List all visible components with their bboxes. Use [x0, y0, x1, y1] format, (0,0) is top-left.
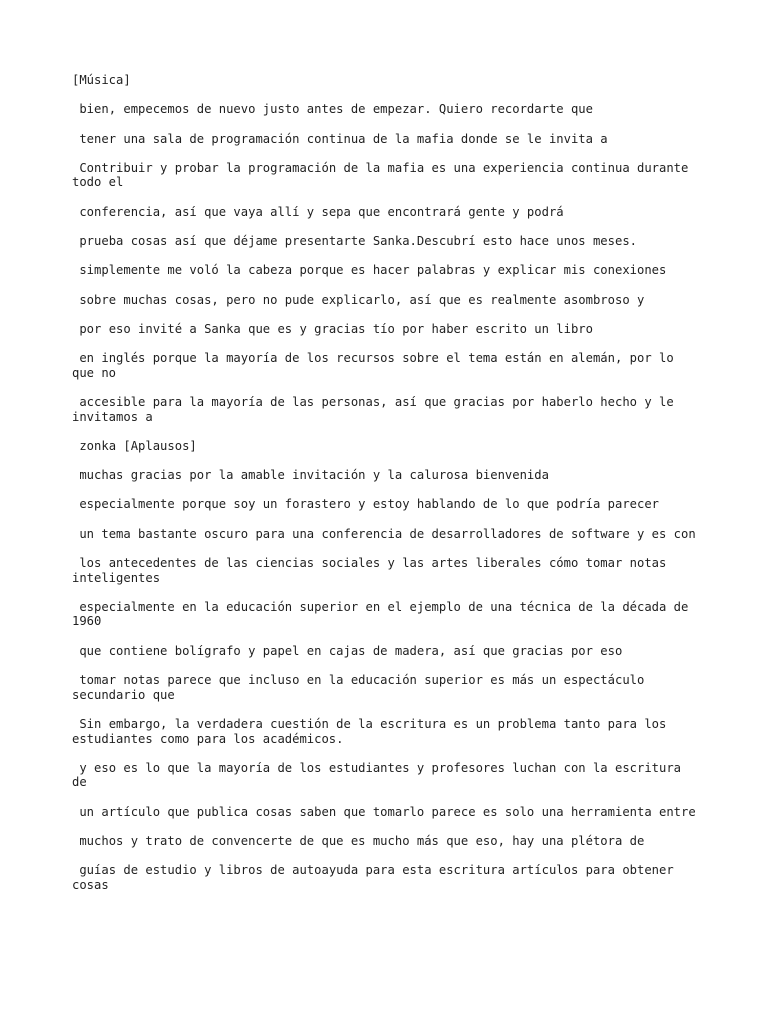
transcript-paragraph: bien, empecemos de nuevo justo antes de empezar. Quiero recordarte que: [72, 102, 593, 117]
transcript-paragraph: guías de estudio y libros de autoayuda para esta escritura artículos para obtener cosas: [72, 863, 682, 892]
transcript-paragraph: tener una sala de programación continua de la mafia donde se le invita a: [72, 131, 608, 146]
transcript-paragraph: en inglés porque la mayoría de los recursos sobre el tema están en alemán, por lo que no: [72, 351, 682, 380]
transcript-paragraph: los antecedentes de las ciencias sociales y las artes liberales cómo tomar notas inteligentes: [72, 556, 674, 585]
transcript-paragraph: Sin embargo, la verdadera cuestión de la escritura es un problema tanto para los estudiantes como para los académicos.: [72, 716, 674, 746]
transcript-paragraph: [Música]: [72, 73, 131, 87]
transcript-paragraph: tomar notas parece que incluso en la educación superior es más un espectáculo secundario que: [72, 673, 652, 702]
transcript-paragraph: Contribuir y probar la programación de la mafia es una experiencia continua durante todo el: [72, 160, 696, 190]
transcript-paragraph: conferencia, así que vaya allí y sepa que encontrará gente y podrá: [72, 204, 564, 219]
transcript-paragraph: un tema bastante oscuro para una conferencia de desarrolladores de software y es con: [72, 526, 696, 541]
transcript-paragraph: prueba cosas así que déjame presentarte Sanka.Descubrí esto hace unos meses.: [72, 234, 637, 248]
transcript-paragraph: muchos y trato de convencerte de que es mucho más que eso, hay una plétora de: [72, 833, 645, 848]
transcript-paragraph: especialmente en la educación superior en el ejemplo de una técnica de la década de 1960: [72, 599, 696, 629]
transcript-paragraph: por eso invité a Sanka que es y gracias tío por haber escrito un libro: [72, 321, 593, 336]
transcript-paragraph: accesible para la mayoría de las personas, así que gracias por haberlo hecho y le invitamos a: [72, 395, 682, 424]
transcript-paragraph: que contiene bolígrafo y papel en cajas de madera, así que gracias por eso: [72, 643, 623, 658]
transcript-paragraph: especialmente porque soy un forastero y estoy hablando de lo que podría parecer: [72, 497, 660, 512]
transcript-paragraph: y eso es lo que la mayoría de los estudiantes y profesores luchan con la escritura de: [72, 760, 689, 790]
transcript-paragraph: sobre muchas cosas, pero no pude explicarlo, así que es realmente asombroso y: [72, 292, 645, 307]
transcript-text: [72, 73, 702, 907]
transcript-paragraph: zonka [Aplausos]: [72, 438, 197, 453]
transcript-paragraph: muchas gracias por la amable invitación y la calurosa bienvenida: [72, 468, 549, 483]
transcript-paragraph: simplemente me voló la cabeza porque es hacer palabras y explicar mis conexiones: [72, 263, 667, 278]
transcript-paragraph: un artículo que publica cosas saben que tomarlo parece es solo una herramienta entre: [72, 804, 696, 819]
